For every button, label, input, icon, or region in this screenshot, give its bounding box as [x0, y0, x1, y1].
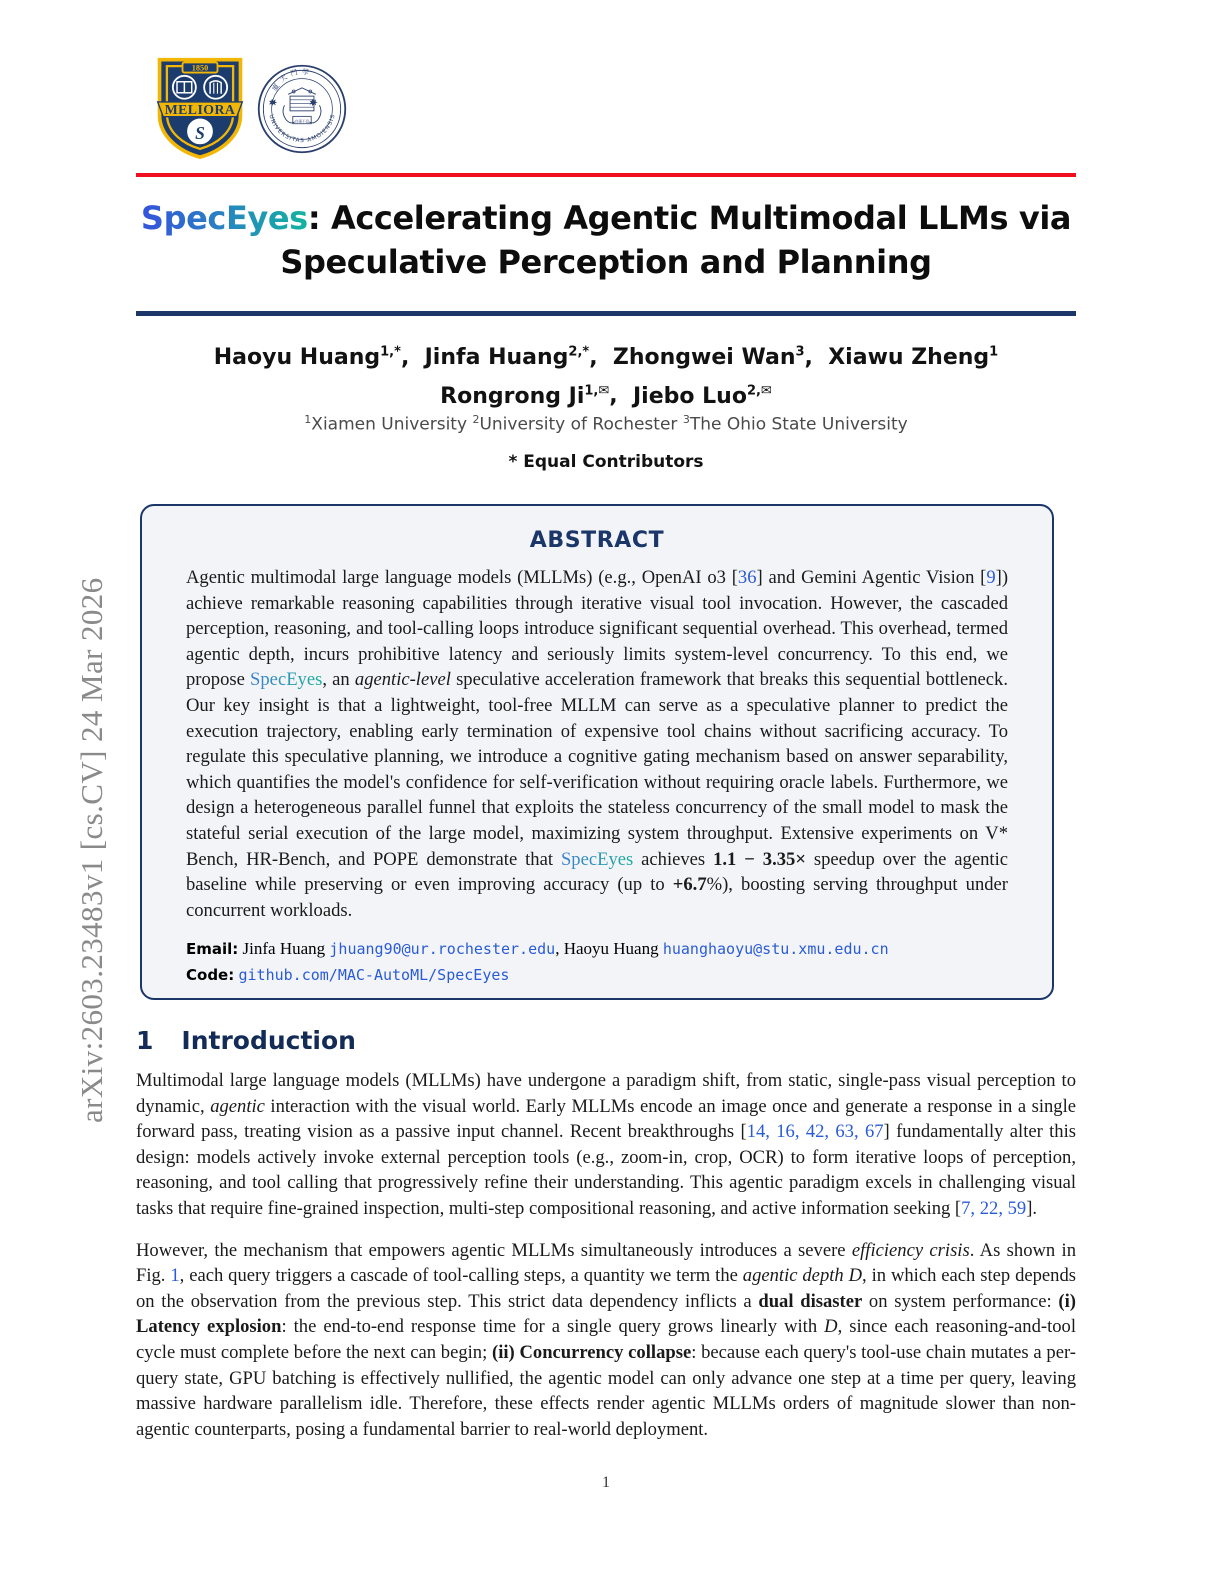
body-text: [136, 1068, 1076, 1458]
section-number: 1: [136, 1026, 154, 1055]
author-line-1: Haoyu Huang$^{1,*}$, Jinfa Huang$^{2,*}$, Zhongwei Wan$^3$, Xiawu Zheng$^1$: [213, 345, 999, 371]
xiamen-university-seal: [256, 63, 348, 155]
body-frag: . As shown in Fig.: [136, 1239, 1077, 1287]
email-address-2[interactable]: huanghaoyu@stu.xmu.edu.cn: [662, 940, 889, 959]
affil-marker: 1: [304, 413, 312, 426]
author-affil-marker: 1: [989, 345, 999, 360]
email-label: Email:: [186, 940, 239, 959]
body-frag: interaction with the visual world. Early MLLMs encode an image once and generate a response in a single forward pass, treating vision as a passive input channel. Recent breakthroughs [: [136, 1095, 1077, 1143]
abstract-emphasis: agentic-level: [354, 669, 451, 691]
svg-text:MELIORA: MELIORA: [164, 101, 236, 117]
author-entry: Rongrong $Ji^{1,✉}$: [440, 383, 610, 409]
author-affil-marker-corresponding: 1,✉: [584, 383, 610, 399]
abstract-box: [140, 504, 1054, 1000]
abstract-frag: speedup over the agentic baseline while preserving or even improving accuracy (up to: [186, 848, 1008, 896]
accuracy-gain-value: +6.7: [672, 874, 707, 896]
body-frag: Multimodal large language models (MLLMs) have undergone a paradigm shift, from static, single-pass visual perception to dynamic,: [136, 1070, 1076, 1117]
abstract-frag: achieves: [633, 848, 714, 870]
title-brand-name: SpecEyes: [140, 199, 308, 237]
title-line-1: [136, 196, 1076, 240]
svg-text:1850: 1850: [191, 63, 209, 73]
author-affil-marker-corresponding: 2,✉: [746, 383, 772, 399]
author-affil-marker: 2,*: [568, 345, 590, 360]
page-number: 1: [602, 1474, 610, 1491]
email-author-1: Jinfa Huang: [242, 939, 326, 959]
equal-contribution-note: * Equal Contributors: [508, 452, 704, 472]
paper-page: [136, 0, 1076, 1584]
affil-name: The Ohio State University: [689, 414, 908, 435]
title-divider-navy: [136, 311, 1076, 316]
citation-ref[interactable]: 36: [737, 567, 757, 588]
body-emphasis: agentic: [210, 1095, 265, 1117]
body-frag: : the end-to-end response time for a single query grows linearly with: [281, 1316, 825, 1338]
author-entry: Haoyu Huang$^{1,*}$: [213, 345, 401, 371]
university-of-rochester-logo: [154, 56, 246, 159]
author-affil-marker: 1,*: [380, 345, 401, 360]
code-label: Code:: [186, 966, 235, 985]
body-frag: , since each reasoning-and-tool cycle must complete before the next can begin;: [136, 1316, 1077, 1363]
abstract-frag: %), boosting serving throughput under concurrent workloads.: [186, 874, 1008, 921]
affiliation-list: [136, 413, 1076, 435]
abstract-frag: ]) achieve remarkable reasoning capabilities through iterative visual tool invocation. However, the cascaded perception, reasoning, and tool-calling loops introduce significant sequential overhead. This overhead, termed agentic depth, incurs prohibitive latency and seriously limits system-level concurrency. To this end, we propose: [186, 567, 1009, 691]
affil-name: University of Rochester: [479, 414, 678, 435]
author-block: [136, 336, 1076, 413]
author-entry: Jiebo Luo$^{2,✉}$: [632, 383, 772, 409]
title-line-1-rest: : Accelerating Agentic Multimodal LLMs via: [307, 199, 1072, 237]
body-frag: : because each query's tool-use chain mutates a per-query state, GPU batching is effectively nullified, the agentic model can only advance one step at a time per query, leaving massive hardware parallelism idle. Therefore, these effects render agentic MLLMs orders of magnitude slower than non-agentic counterparts, posing a fundamental barrier to real-world deployment.: [136, 1341, 1076, 1440]
abstract-frag: speculative acceleration framework that breaks this sequential bottleneck. Our key insight is that a lightweight, tool-free MLLM can serve as a speculative planner to predict the execution trajectory, enabling early termination of expensive tool chains without sacrificing accuracy. To regulate this speculative planning, we introduce a cognitive gating mechanism based on answer separability, which quantifies the model's confidence for self-verification without requiring oracle labels. Furthermore, we design a heterogeneous parallel funnel that exploits the stateless concurrency of the small model to mask the stateful serial execution of the large model, maximizing system throughput. Extensive experiments on V* Bench, HR-Bench, and POPE demonstrate that: [186, 669, 1009, 870]
author-line-2: Rongrong $Ji^{1,✉}$, Jiebo Luo$^{2,✉}$: [440, 383, 772, 409]
svg-text:UNIVERSITAS AMOIENSIS: UNIVERSITAS AMOIENSIS: [267, 113, 337, 145]
arxiv-identifier-stamp: arXiv:2603.23483v1 [cs.CV] 24 Mar 2026: [74, 577, 109, 1123]
affil-marker: 3: [682, 413, 690, 426]
body-frag: ] fundamentally alter this design: models actively invoke external perception tools (e.g., zoom-in, crop, OCR) to form iterative loops of perception, reasoning, and tool calling that progressively refine their understanding. This agentic paradigm excels in challenging visual tasks that require fine-grained inspection, multi-step compositional reasoning, and active information seeking [: [136, 1121, 1076, 1219]
title-line-2: Speculative Perception and Planning: [280, 243, 932, 281]
section-heading-introduction: [136, 1026, 1076, 1055]
affil-marker: 2: [472, 413, 480, 426]
contact-info: [186, 936, 1008, 988]
body-frag: However, the mechanism that empowers agentic MLLMs simultaneously introduces a severe: [136, 1239, 852, 1261]
section-title: Introduction: [181, 1026, 356, 1055]
email-separator: ,: [555, 939, 564, 959]
author-entry: Zhongwei Wan$^3$: [612, 345, 805, 371]
citation-ref[interactable]: 14, 16, 42, 63, 67: [746, 1121, 884, 1143]
paragraph-2: [136, 1238, 1076, 1443]
speedup-value: 1.1 − 3.35×: [713, 848, 806, 870]
brand-name-inline: SpecEyes: [560, 848, 634, 870]
figure-ref[interactable]: 1: [170, 1265, 180, 1287]
abstract-frag: , an: [322, 669, 355, 691]
code-line: [186, 962, 1008, 988]
author-entry: Jinfa Huang$^{2,*}$: [424, 345, 590, 371]
abstract-heading: ABSTRACT: [529, 528, 665, 553]
affil-name: Xiamen University: [311, 414, 468, 435]
page-title: [136, 196, 1076, 284]
email-author-2: Haoyu Huang: [563, 939, 659, 959]
body-frag: ].: [1026, 1197, 1038, 1219]
body-frag: on system performance:: [862, 1290, 1059, 1312]
brand-name-inline: SpecEyes: [250, 669, 323, 691]
svg-text:自强不息: 自强不息: [294, 119, 310, 124]
author-affil-marker: 3: [795, 345, 805, 360]
header-divider-red: [136, 173, 1076, 177]
abstract-frag: ] and Gemini Agentic Vision [: [756, 567, 987, 588]
body-frag: , each query triggers a cascade of tool-calling steps, a quantity we term the: [179, 1265, 743, 1287]
code-repository-link[interactable]: github.com/MAC-AutoML/SpecEyes: [238, 966, 510, 985]
abstract-frag: Agentic multimodal large language models (MLLMs) (e.g., OpenAI o3 [: [186, 567, 738, 588]
body-emphasis: agentic depth: [742, 1265, 844, 1287]
body-strong: (i) Latency explosion: [136, 1290, 1076, 1338]
body-emphasis: efficiency crisis: [851, 1239, 970, 1261]
svg-text:廈 大 門 學: 廈 大 門 學: [270, 67, 311, 93]
logo-row: [136, 0, 1076, 170]
svg-text:S: S: [195, 122, 205, 143]
paragraph-1: [136, 1068, 1076, 1222]
author-entry: Xiawu Zheng$^1$: [828, 345, 999, 371]
body-strong: dual disaster: [758, 1290, 863, 1312]
math-variable: D: [824, 1316, 838, 1338]
citation-ref[interactable]: 7, 22, 59: [961, 1197, 1027, 1219]
math-variable: D: [848, 1265, 863, 1287]
email-line: [186, 936, 1008, 962]
email-address-1[interactable]: jhuang90@ur.rochester.edu: [329, 940, 556, 959]
body-frag: , in which each step depends on the observation from the previous step. This strict data dependency inflicts a: [136, 1265, 1077, 1312]
citation-ref[interactable]: 9: [986, 567, 996, 588]
abstract-text: [186, 565, 1008, 923]
body-strong: (ii) Concurrency collapse: [492, 1341, 692, 1363]
